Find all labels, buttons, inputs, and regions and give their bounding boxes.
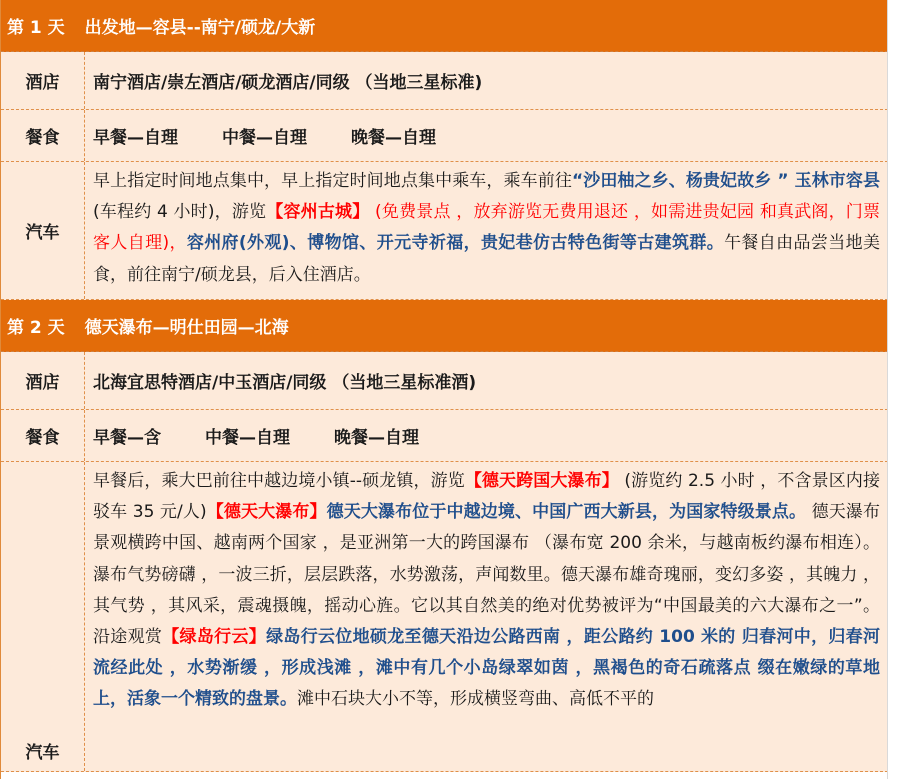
scrollbar[interactable] bbox=[887, 0, 901, 779]
text-segment: (游览约 2.5 小时 ，不含景区内接驳车 35 元/人) bbox=[93, 471, 880, 523]
hotel-value: 南宁酒店/崇左酒店/硕龙酒店/同级 （当地三星标准) bbox=[93, 73, 483, 93]
hotel-row bbox=[1, 352, 888, 410]
highlight-text: 容州府(外观)、博物馆、开元寺祈福，贵妃巷仿古特色街等古建筑群。 bbox=[186, 233, 725, 254]
bus-description bbox=[85, 462, 888, 771]
day-header bbox=[1, 0, 888, 52]
attraction-name: 【绿岛行云】 bbox=[162, 627, 267, 648]
breakfast: 早餐—自理 bbox=[93, 128, 178, 148]
bus-row bbox=[1, 462, 888, 772]
meal-values bbox=[85, 410, 888, 461]
meal-values bbox=[85, 110, 888, 161]
attraction-name: 【德天大瀑布】 bbox=[206, 502, 327, 523]
bus-description bbox=[85, 162, 888, 299]
text-segment: 早餐后，乘大巴前往中越边境小镇--硕龙镇，游览 bbox=[93, 471, 465, 491]
hotel-value: 北海宜思特酒店/中玉酒店/同级 （当地三星标准酒) bbox=[93, 373, 477, 393]
row-label: 汽车 bbox=[1, 462, 85, 771]
attraction-name: 【容州古城】 bbox=[266, 202, 370, 223]
breakfast: 早餐—含 bbox=[93, 428, 161, 448]
row-label: 酒店 bbox=[1, 52, 85, 109]
text-segment: 滩中石块大小不等，形成横竖弯曲、高低不平的 bbox=[297, 689, 654, 710]
meal-row bbox=[1, 110, 888, 162]
row-label: 餐食 bbox=[1, 410, 85, 461]
lunch: 中餐—自理 bbox=[222, 128, 307, 148]
row-label: 酒店 bbox=[1, 352, 85, 409]
highlight-text: “沙田柚之乡、杨贵妃故乡 ” 玉林市容县 bbox=[571, 171, 881, 191]
lunch: 中餐—自理 bbox=[205, 428, 290, 448]
note-text: (免费景点 ，放弃游览无费用退还 ，如需进贵妃园 和真武阁，门票客人自理)， bbox=[93, 202, 881, 254]
text-segment: 德天瀑布景观横跨中国、越南两个国家 ，是亚洲第一大的跨国瀑布 （瀑布宽 200 余米，与越南板约瀑布相连）。瀑布气势磅礴 ，一波三折，层层跌落，水势激荡，声闻数里。德天瀑布雄奇瑰丽，变幻多姿 ，其魄力 ，其气势 ，其风采，震魂摄魄，摇动心旌。它以其自然美的绝对优势被评为“中国最美的六大瀑布之一”。沿途观赏 bbox=[93, 502, 881, 648]
day-number: 第 1 天 bbox=[7, 18, 65, 38]
bus-row bbox=[1, 162, 888, 300]
attraction-name: 【德天跨国大瀑布】 bbox=[464, 471, 619, 491]
hotel-row bbox=[1, 52, 888, 110]
row-label: 汽车 bbox=[1, 162, 85, 299]
day-route: 出发地—容县--南宁/硕龙/大新 bbox=[84, 18, 316, 38]
row-label: 餐食 bbox=[1, 110, 85, 161]
day-header bbox=[1, 300, 888, 352]
day-route: 德天瀑布—明仕田园—北海 bbox=[84, 318, 289, 338]
dinner: 晚餐—自理 bbox=[351, 128, 436, 148]
dinner: 晚餐—自理 bbox=[334, 428, 419, 448]
text-segment: 早上指定时间地点集中，早上指定时间地点集中乘车，乘车前往 bbox=[93, 171, 572, 191]
text-segment: 午餐自由品尝当地美食，前往南宁/硕龙县，后入住酒店。 bbox=[93, 233, 880, 285]
highlight-text: 德天大瀑布位于中越边境、中国广西大新县，为国家特级景点。 bbox=[326, 502, 807, 523]
day-number: 第 2 天 bbox=[7, 318, 65, 338]
highlight-text: 绿岛行云位地硕龙至德天沿边公路西南 ，距公路约 100 米的 归春河中，归春河流经此处 ，水势渐缓 ，形成浅滩 ，滩中有几个小岛绿翠如茵 ，黑褐色的奇石疏落点 缀在嫩绿的草地上，活象一个精致的盘景。 bbox=[93, 627, 880, 710]
text-segment: (车程约 4 小时)，游览 bbox=[93, 202, 267, 223]
meal-row bbox=[1, 410, 888, 462]
